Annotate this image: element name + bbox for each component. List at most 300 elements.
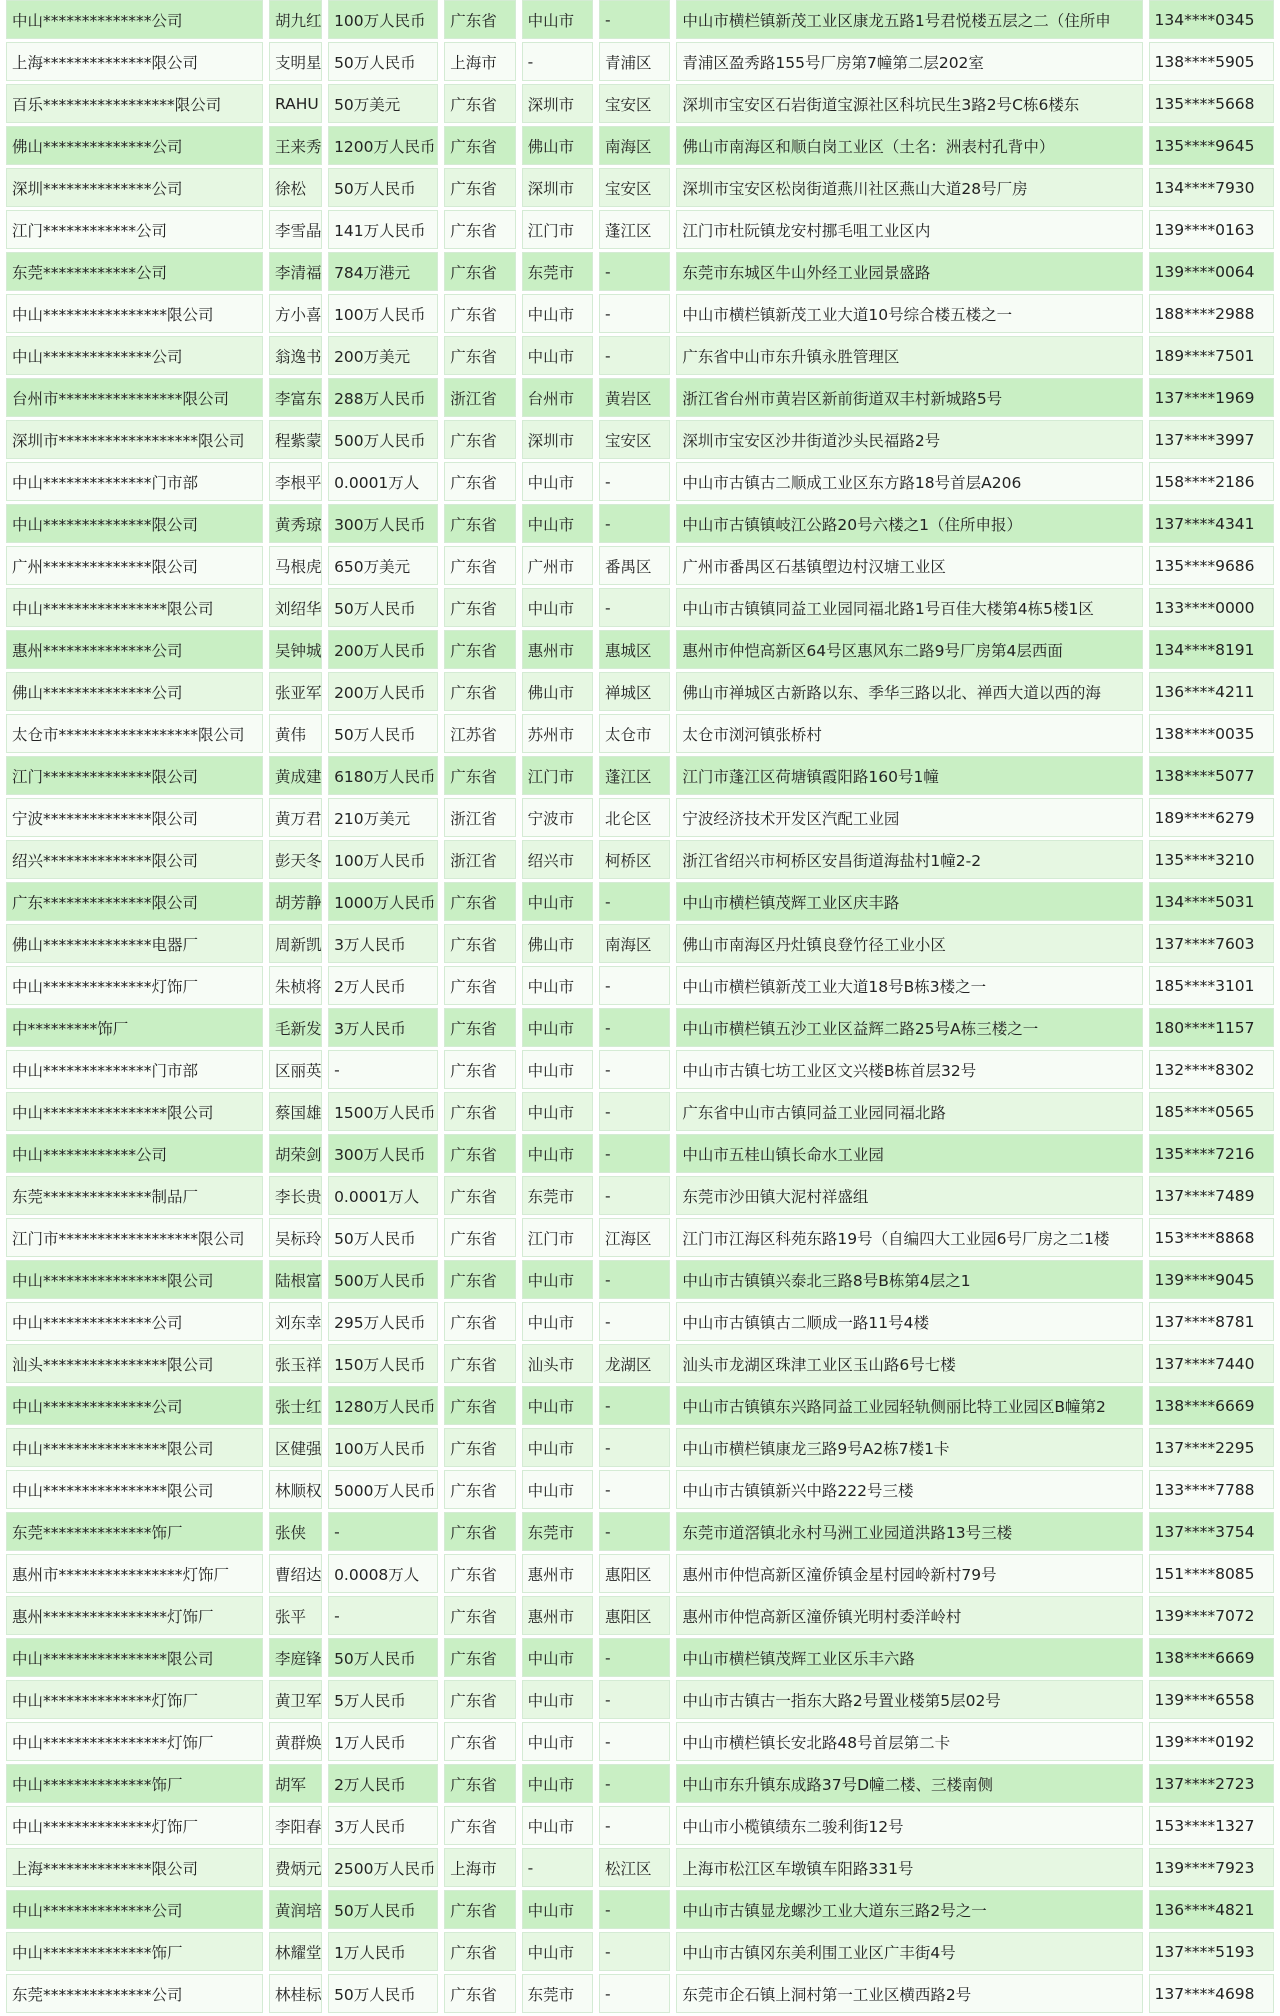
company-name-cell: 中山**************饰厂: [6, 1764, 263, 1803]
company-name-cell: 佛山**************公司: [6, 672, 263, 711]
city-cell: 汕头市: [522, 1344, 593, 1383]
phone-cell: 137****5193: [1149, 1932, 1275, 1971]
city-cell: 中山市: [522, 1302, 593, 1341]
city-cell: 惠州市: [522, 1554, 593, 1593]
district-cell: -: [599, 252, 670, 291]
province-cell: 广东省: [444, 1890, 515, 1929]
company-name-cell: 绍兴**************限公司: [6, 840, 263, 879]
registered-capital-cell: 50万人民币: [328, 1974, 438, 2013]
legal-representative-cell: 翁逸书: [269, 336, 322, 375]
city-cell: 中山市: [522, 882, 593, 921]
table-row: [6, 126, 1274, 165]
legal-representative-cell: 李富东: [269, 378, 322, 417]
address-cell: 中山市古镇镇东兴路同益工业园轻轨侧丽比特工业园区B幢第2: [676, 1386, 1142, 1425]
table-row: [6, 1470, 1274, 1509]
legal-representative-cell: 曹绍达: [269, 1554, 322, 1593]
company-name-cell: 江门**************限公司: [6, 756, 263, 795]
address-cell: 佛山市禅城区古新路以东、季华三路以北、禅西大道以西的海: [676, 672, 1142, 711]
address-cell: 东莞市沙田镇大泥村祥盛组: [676, 1176, 1142, 1215]
phone-cell: 133****7788: [1149, 1470, 1275, 1509]
registered-capital-cell: 288万人民币: [328, 378, 438, 417]
city-cell: 中山市: [522, 1428, 593, 1467]
table-row: [6, 1848, 1274, 1887]
registered-capital-cell: 1000万人民币: [328, 882, 438, 921]
registered-capital-cell: 100万人民币: [328, 1428, 438, 1467]
legal-representative-cell: 区健强: [269, 1428, 322, 1467]
district-cell: -: [599, 1302, 670, 1341]
address-cell: 汕头市龙湖区珠津工业区玉山路6号七楼: [676, 1344, 1142, 1383]
table-row: [6, 630, 1274, 669]
province-cell: 江苏省: [444, 714, 515, 753]
table-row: [6, 210, 1274, 249]
phone-cell: 189****7501: [1149, 336, 1275, 375]
city-cell: 中山市: [522, 462, 593, 501]
legal-representative-cell: 周新凯: [269, 924, 322, 963]
province-cell: 广东省: [444, 1638, 515, 1677]
district-cell: -: [599, 1512, 670, 1551]
company-name-cell: 百乐*****************限公司: [6, 84, 263, 123]
registered-capital-cell: 0.0001万人: [328, 462, 438, 501]
province-cell: 广东省: [444, 924, 515, 963]
phone-cell: 135****7216: [1149, 1134, 1275, 1173]
address-cell: 广州市番禺区石基镇塱边村汉塘工业区: [676, 546, 1142, 585]
city-cell: 中山市: [522, 1932, 593, 1971]
district-cell: 青浦区: [599, 42, 670, 81]
district-cell: 黄岩区: [599, 378, 670, 417]
district-cell: -: [599, 1470, 670, 1509]
city-cell: 中山市: [522, 1470, 593, 1509]
district-cell: 南海区: [599, 924, 670, 963]
phone-cell: 137****1969: [1149, 378, 1275, 417]
address-cell: 广东省中山市东升镇永胜管理区: [676, 336, 1142, 375]
registered-capital-cell: 100万人民币: [328, 294, 438, 333]
address-cell: 深圳市宝安区松岗街道燕川社区燕山大道28号厂房: [676, 168, 1142, 207]
province-cell: 广东省: [444, 1176, 515, 1215]
table-row: [6, 546, 1274, 585]
phone-cell: 137****7489: [1149, 1176, 1275, 1215]
city-cell: 中山市: [522, 588, 593, 627]
registered-capital-cell: 3万人民币: [328, 1806, 438, 1845]
city-cell: 绍兴市: [522, 840, 593, 879]
company-name-cell: 上海**************限公司: [6, 1848, 263, 1887]
phone-cell: 189****6279: [1149, 798, 1275, 837]
city-cell: 中山市: [522, 1260, 593, 1299]
city-cell: 中山市: [522, 1680, 593, 1719]
city-cell: 中山市: [522, 1806, 593, 1845]
phone-cell: 135****9686: [1149, 546, 1275, 585]
phone-cell: 137****2723: [1149, 1764, 1275, 1803]
address-cell: 中山市横栏镇茂辉工业区乐丰六路: [676, 1638, 1142, 1677]
table-row: [6, 1806, 1274, 1845]
company-name-cell: 中山**************饰厂: [6, 1932, 263, 1971]
phone-cell: 134****8191: [1149, 630, 1275, 669]
address-cell: 中山市古镇古二顺成工业区东方路18号首层A206: [676, 462, 1142, 501]
city-cell: 中山市: [522, 504, 593, 543]
district-cell: -: [599, 1386, 670, 1425]
city-cell: 东莞市: [522, 1512, 593, 1551]
phone-cell: 136****4211: [1149, 672, 1275, 711]
province-cell: 广东省: [444, 1512, 515, 1551]
district-cell: 宝安区: [599, 420, 670, 459]
registered-capital-cell: 500万人民币: [328, 1260, 438, 1299]
city-cell: 东莞市: [522, 252, 593, 291]
phone-cell: 139****0192: [1149, 1722, 1275, 1761]
province-cell: 广东省: [444, 588, 515, 627]
legal-representative-cell: 李阳春: [269, 1806, 322, 1845]
district-cell: -: [599, 1974, 670, 2013]
legal-representative-cell: 李庭锋: [269, 1638, 322, 1677]
phone-cell: 139****0064: [1149, 252, 1275, 291]
district-cell: 北仑区: [599, 798, 670, 837]
province-cell: 广东省: [444, 1764, 515, 1803]
registered-capital-cell: 100万人民币: [328, 840, 438, 879]
address-cell: 中山市横栏镇茂辉工业区庆丰路: [676, 882, 1142, 921]
phone-cell: 137****7603: [1149, 924, 1275, 963]
company-name-cell: 中山****************限公司: [6, 1260, 263, 1299]
address-cell: 中山市古镇镇新兴中路222号三楼: [676, 1470, 1142, 1509]
table-row: [6, 1008, 1274, 1047]
company-name-cell: 中山**************门市部: [6, 462, 263, 501]
legal-representative-cell: 李清福: [269, 252, 322, 291]
province-cell: 广东省: [444, 420, 515, 459]
legal-representative-cell: 陆根富: [269, 1260, 322, 1299]
district-cell: 宝安区: [599, 168, 670, 207]
address-cell: 东莞市东城区牛山外经工业园景盛路: [676, 252, 1142, 291]
company-name-cell: 中*********饰厂: [6, 1008, 263, 1047]
phone-cell: 185****0565: [1149, 1092, 1275, 1131]
registered-capital-cell: 5万人民币: [328, 1680, 438, 1719]
legal-representative-cell: 张亚军: [269, 672, 322, 711]
phone-cell: 137****4341: [1149, 504, 1275, 543]
address-cell: 江门市江海区科苑东路19号（自编四大工业园6号厂房之二1楼: [676, 1218, 1142, 1257]
legal-representative-cell: 黄群焕: [269, 1722, 322, 1761]
company-name-cell: 惠州****************灯饰厂: [6, 1596, 263, 1635]
city-cell: 东莞市: [522, 1176, 593, 1215]
registered-capital-cell: 50万人民币: [328, 1638, 438, 1677]
legal-representative-cell: 张平: [269, 1596, 322, 1635]
phone-cell: 137****2295: [1149, 1428, 1275, 1467]
table-row: [6, 0, 1274, 39]
district-cell: -: [599, 504, 670, 543]
company-name-cell: 中山************公司: [6, 1134, 263, 1173]
address-cell: 江门市杜阮镇龙安村挪毛咀工业区内: [676, 210, 1142, 249]
table-row: [6, 1554, 1274, 1593]
company-name-cell: 佛山**************电器厂: [6, 924, 263, 963]
company-name-cell: 广州**************限公司: [6, 546, 263, 585]
legal-representative-cell: 李长贵: [269, 1176, 322, 1215]
company-name-cell: 江门************公司: [6, 210, 263, 249]
province-cell: 广东省: [444, 672, 515, 711]
province-cell: 广东省: [444, 168, 515, 207]
city-cell: 中山市: [522, 336, 593, 375]
address-cell: 广东省中山市古镇同益工业园同福北路: [676, 1092, 1142, 1131]
company-name-cell: 中山****************灯饰厂: [6, 1722, 263, 1761]
table-row: [6, 1218, 1274, 1257]
city-cell: 中山市: [522, 1722, 593, 1761]
company-name-cell: 江门市******************限公司: [6, 1218, 263, 1257]
legal-representative-cell: 黄秀琼: [269, 504, 322, 543]
province-cell: 广东省: [444, 1008, 515, 1047]
company-name-cell: 汕头****************限公司: [6, 1344, 263, 1383]
district-cell: -: [599, 966, 670, 1005]
district-cell: -: [599, 1260, 670, 1299]
city-cell: 中山市: [522, 0, 593, 39]
legal-representative-cell: 彭天冬: [269, 840, 322, 879]
province-cell: 上海市: [444, 42, 515, 81]
registered-capital-cell: 1280万人民币: [328, 1386, 438, 1425]
district-cell: -: [599, 1428, 670, 1467]
city-cell: 中山市: [522, 1890, 593, 1929]
company-name-cell: 中山**************门市部: [6, 1050, 263, 1089]
registered-capital-cell: 50万人民币: [328, 42, 438, 81]
province-cell: 浙江省: [444, 840, 515, 879]
registered-capital-cell: 200万人民币: [328, 672, 438, 711]
address-cell: 中山市横栏镇新茂工业区康龙五路1号君悦楼五层之二（住所申: [676, 0, 1142, 39]
registered-capital-cell: 210万美元: [328, 798, 438, 837]
phone-cell: 188****2988: [1149, 294, 1275, 333]
district-cell: 惠阳区: [599, 1596, 670, 1635]
province-cell: 广东省: [444, 1260, 515, 1299]
district-cell: -: [599, 336, 670, 375]
phone-cell: 180****1157: [1149, 1008, 1275, 1047]
phone-cell: 138****0035: [1149, 714, 1275, 753]
address-cell: 中山市古镇冈东美利围工业区广丰街4号: [676, 1932, 1142, 1971]
company-name-cell: 中山**************灯饰厂: [6, 966, 263, 1005]
phone-cell: 132****8302: [1149, 1050, 1275, 1089]
district-cell: -: [599, 1806, 670, 1845]
phone-cell: 138****6669: [1149, 1638, 1275, 1677]
city-cell: -: [522, 1848, 593, 1887]
legal-representative-cell: 黄润培: [269, 1890, 322, 1929]
phone-cell: 153****1327: [1149, 1806, 1275, 1845]
table-row: [6, 252, 1274, 291]
city-cell: 中山市: [522, 1134, 593, 1173]
district-cell: -: [599, 1890, 670, 1929]
registered-capital-cell: 50万人民币: [328, 714, 438, 753]
registered-capital-cell: 1万人民币: [328, 1932, 438, 1971]
address-cell: 中山市古镇显龙螺沙工业大道东三路2号之一: [676, 1890, 1142, 1929]
address-cell: 青浦区盈秀路155号厂房第7幢第二层202室: [676, 42, 1142, 81]
table-row: [6, 1680, 1274, 1719]
province-cell: 广东省: [444, 1596, 515, 1635]
city-cell: 中山市: [522, 1764, 593, 1803]
table-row: [6, 84, 1274, 123]
province-cell: 广东省: [444, 882, 515, 921]
legal-representative-cell: 林顺权: [269, 1470, 322, 1509]
phone-cell: 139****0163: [1149, 210, 1275, 249]
phone-cell: 139****9045: [1149, 1260, 1275, 1299]
table-row: [6, 1050, 1274, 1089]
table-row: [6, 1932, 1274, 1971]
phone-cell: 185****3101: [1149, 966, 1275, 1005]
registered-capital-cell: 5000万人民币: [328, 1470, 438, 1509]
province-cell: 广东省: [444, 1932, 515, 1971]
registered-capital-cell: 1500万人民币: [328, 1092, 438, 1131]
province-cell: 广东省: [444, 1302, 515, 1341]
legal-representative-cell: 黄伟: [269, 714, 322, 753]
city-cell: 深圳市: [522, 420, 593, 459]
phone-cell: 137****7440: [1149, 1344, 1275, 1383]
phone-cell: 137****8781: [1149, 1302, 1275, 1341]
address-cell: 宁波经济技术开发区汽配工业园: [676, 798, 1142, 837]
province-cell: 广东省: [444, 210, 515, 249]
company-name-cell: 中山****************限公司: [6, 1092, 263, 1131]
district-cell: -: [599, 1050, 670, 1089]
province-cell: 广东省: [444, 1134, 515, 1173]
address-cell: 中山市横栏镇新茂工业大道10号综合楼五楼之一: [676, 294, 1142, 333]
table-row: [6, 294, 1274, 333]
phone-cell: 138****5905: [1149, 42, 1275, 81]
legal-representative-cell: 林桂标: [269, 1974, 322, 2013]
address-cell: 中山市横栏镇五沙工业区益辉二路25号A栋三楼之一: [676, 1008, 1142, 1047]
registered-capital-cell: 200万人民币: [328, 630, 438, 669]
table-row: [6, 840, 1274, 879]
district-cell: 惠城区: [599, 630, 670, 669]
phone-cell: 153****8868: [1149, 1218, 1275, 1257]
table-row: [6, 882, 1274, 921]
legal-representative-cell: 吴钟城: [269, 630, 322, 669]
district-cell: 龙湖区: [599, 1344, 670, 1383]
address-cell: 中山市横栏镇长安北路48号首层第二卡: [676, 1722, 1142, 1761]
company-name-cell: 深圳**************公司: [6, 168, 263, 207]
province-cell: 广东省: [444, 294, 515, 333]
province-cell: 广东省: [444, 1470, 515, 1509]
registered-capital-cell: -: [328, 1512, 438, 1551]
phone-cell: 135****3210: [1149, 840, 1275, 879]
city-cell: 中山市: [522, 1050, 593, 1089]
city-cell: 佛山市: [522, 672, 593, 711]
company-name-cell: 惠州市****************灯饰厂: [6, 1554, 263, 1593]
address-cell: 深圳市宝安区沙井街道沙头民福路2号: [676, 420, 1142, 459]
registered-capital-cell: 200万美元: [328, 336, 438, 375]
company-name-cell: 太仓市******************限公司: [6, 714, 263, 753]
phone-cell: 151****8085: [1149, 1554, 1275, 1593]
address-cell: 中山市古镇七坊工业区文兴楼B栋首层32号: [676, 1050, 1142, 1089]
table-row: [6, 924, 1274, 963]
province-cell: 上海市: [444, 1848, 515, 1887]
table-row: [6, 714, 1274, 753]
district-cell: -: [599, 1092, 670, 1131]
legal-representative-cell: 蔡国雄: [269, 1092, 322, 1131]
table-row: [6, 1092, 1274, 1131]
legal-representative-cell: 区丽英: [269, 1050, 322, 1089]
company-name-cell: 中山**************公司: [6, 336, 263, 375]
city-cell: 广州市: [522, 546, 593, 585]
address-cell: 中山市古镇镇同益工业园同福北路1号百佳大楼第4栋5楼1区: [676, 588, 1142, 627]
province-cell: 广东省: [444, 504, 515, 543]
legal-representative-cell: 刘绍华: [269, 588, 322, 627]
company-name-cell: 东莞**************公司: [6, 1974, 263, 2013]
table-row: [6, 168, 1274, 207]
registered-capital-cell: 50万人民币: [328, 168, 438, 207]
province-cell: 广东省: [444, 1344, 515, 1383]
phone-cell: 138****5077: [1149, 756, 1275, 795]
city-cell: 东莞市: [522, 1974, 593, 2013]
registered-capital-cell: 500万人民币: [328, 420, 438, 459]
province-cell: 广东省: [444, 0, 515, 39]
district-cell: 蓬江区: [599, 210, 670, 249]
phone-cell: 138****6669: [1149, 1386, 1275, 1425]
company-name-cell: 惠州**************公司: [6, 630, 263, 669]
legal-representative-cell: 张玉祥: [269, 1344, 322, 1383]
district-cell: 柯桥区: [599, 840, 670, 879]
address-cell: 中山市横栏镇新茂工业大道18号B栋3楼之一: [676, 966, 1142, 1005]
address-cell: 惠州市仲恺高新区潼侨镇金星村园岭新村79号: [676, 1554, 1142, 1593]
company-name-cell: 深圳市******************限公司: [6, 420, 263, 459]
district-cell: 太仓市: [599, 714, 670, 753]
table-row: [6, 1596, 1274, 1635]
registered-capital-cell: 300万人民币: [328, 504, 438, 543]
city-cell: 佛山市: [522, 126, 593, 165]
registered-capital-cell: 50万人民币: [328, 1218, 438, 1257]
company-name-cell: 中山**************灯饰厂: [6, 1680, 263, 1719]
legal-representative-cell: 张士红: [269, 1386, 322, 1425]
company-name-cell: 佛山**************公司: [6, 126, 263, 165]
city-cell: 中山市: [522, 1638, 593, 1677]
address-cell: 惠州市仲恺高新区64号区惠风东二路9号厂房第4层西面: [676, 630, 1142, 669]
address-cell: 浙江省台州市黄岩区新前街道双丰村新城路5号: [676, 378, 1142, 417]
legal-representative-cell: 王来秀: [269, 126, 322, 165]
company-name-cell: 中山**************限公司: [6, 504, 263, 543]
province-cell: 广东省: [444, 126, 515, 165]
company-name-cell: 中山****************限公司: [6, 1470, 263, 1509]
registered-capital-cell: 141万人民币: [328, 210, 438, 249]
address-cell: 江门市蓬江区荷塘镇霞阳路160号1幢: [676, 756, 1142, 795]
district-cell: 禅城区: [599, 672, 670, 711]
district-cell: -: [599, 1764, 670, 1803]
table-row: [6, 756, 1274, 795]
district-cell: 宝安区: [599, 84, 670, 123]
table-row: [6, 588, 1274, 627]
district-cell: 蓬江区: [599, 756, 670, 795]
registered-capital-cell: 0.0001万人: [328, 1176, 438, 1215]
phone-cell: 134****5031: [1149, 882, 1275, 921]
registered-capital-cell: 50万人民币: [328, 588, 438, 627]
phone-cell: 135****9645: [1149, 126, 1275, 165]
company-name-cell: 东莞**************饰厂: [6, 1512, 263, 1551]
city-cell: 中山市: [522, 294, 593, 333]
company-name-cell: 中山**************公司: [6, 1890, 263, 1929]
province-cell: 广东省: [444, 462, 515, 501]
legal-representative-cell: 徐松: [269, 168, 322, 207]
district-cell: -: [599, 1008, 670, 1047]
company-name-cell: 宁波**************限公司: [6, 798, 263, 837]
province-cell: 广东省: [444, 1974, 515, 2013]
registered-capital-cell: 650万美元: [328, 546, 438, 585]
address-cell: 佛山市南海区丹灶镇良登竹径工业小区: [676, 924, 1142, 963]
district-cell: -: [599, 882, 670, 921]
address-cell: 中山市古镇古一指东大路2号置业楼第5层02号: [676, 1680, 1142, 1719]
table-row: [6, 966, 1274, 1005]
table-row: [6, 1638, 1274, 1677]
company-name-cell: 中山****************限公司: [6, 1638, 263, 1677]
district-cell: 番禺区: [599, 546, 670, 585]
phone-cell: 139****7923: [1149, 1848, 1275, 1887]
phone-cell: 139****7072: [1149, 1596, 1275, 1635]
table-row: [6, 504, 1274, 543]
city-cell: 惠州市: [522, 630, 593, 669]
province-cell: 浙江省: [444, 378, 515, 417]
address-cell: 中山市横栏镇康龙三路9号A2栋7楼1卡: [676, 1428, 1142, 1467]
province-cell: 广东省: [444, 252, 515, 291]
registered-capital-cell: 3万人民币: [328, 924, 438, 963]
legal-representative-cell: 程紫蒙: [269, 420, 322, 459]
phone-cell: 137****3997: [1149, 420, 1275, 459]
registered-capital-cell: 784万港元: [328, 252, 438, 291]
table-row: [6, 42, 1274, 81]
company-name-cell: 中山**************公司: [6, 0, 263, 39]
address-cell: 中山市东升镇东成路37号D幢二楼、三楼南侧: [676, 1764, 1142, 1803]
